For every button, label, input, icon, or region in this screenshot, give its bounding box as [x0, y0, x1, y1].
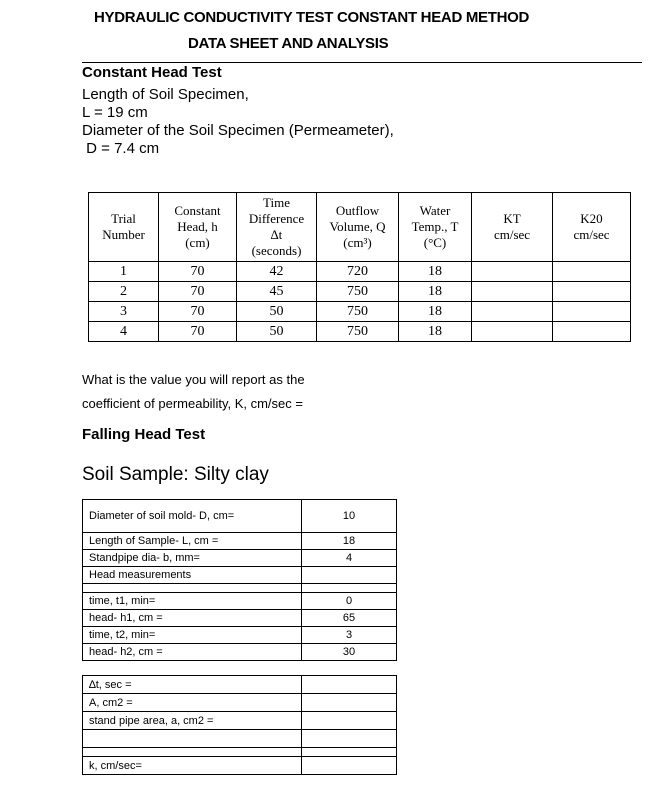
table-row — [83, 550, 397, 567]
table-row — [83, 757, 397, 775]
cell-kt[interactable] — [472, 262, 553, 282]
soil-sample-label: Soil Sample: Silty clay — [82, 464, 269, 485]
table-row — [83, 644, 397, 661]
head-measurements-label: Head measurements — [83, 567, 302, 584]
cell-head: 70 — [159, 302, 237, 322]
head-h1-value: 65 — [302, 610, 397, 627]
time-t2-label: time, t2, min= — [83, 627, 302, 644]
delta-t-value[interactable] — [302, 676, 397, 694]
blank-value[interactable] — [302, 730, 397, 748]
table-row — [83, 533, 397, 550]
header-kt: KT cm/sec — [472, 193, 553, 262]
head-measurements-value — [302, 567, 397, 584]
table-row — [83, 627, 397, 644]
table-row — [83, 712, 397, 730]
table-row — [83, 593, 397, 610]
table-row — [83, 694, 397, 712]
cell-volume: 750 — [317, 322, 399, 342]
table-row — [89, 302, 631, 322]
cell-trial: 3 — [89, 302, 159, 322]
table-row — [83, 500, 397, 533]
table-row — [89, 262, 631, 282]
cell-time: 50 — [237, 322, 317, 342]
cell-kt[interactable] — [472, 322, 553, 342]
delta-t-label: ∆t, sec = — [83, 676, 302, 694]
cell-volume: 750 — [317, 302, 399, 322]
cell-kt[interactable] — [472, 302, 553, 322]
standpipe-dia-label: Standpipe dia- b, mm= — [83, 550, 302, 567]
header-k20: K20 cm/sec — [553, 193, 631, 262]
mold-diameter-value: 10 — [302, 500, 397, 533]
question-line-2: coefficient of permeability, K, cm/sec = — [82, 396, 303, 411]
table-row — [83, 567, 397, 584]
header-outflow-volume: Outflow Volume, Q (cm³) — [317, 193, 399, 262]
falling-head-results-table — [82, 675, 397, 775]
cell-time: 50 — [237, 302, 317, 322]
k-label: k, cm/sec= — [83, 757, 302, 775]
falling-head-input-table — [82, 499, 397, 661]
cell-temp: 18 — [399, 262, 472, 282]
table-row — [83, 610, 397, 627]
area-a-value[interactable] — [302, 694, 397, 712]
table-row — [89, 322, 631, 342]
cell-temp: 18 — [399, 302, 472, 322]
standpipe-area-value[interactable] — [302, 712, 397, 730]
cell-trial: 2 — [89, 282, 159, 302]
cell-trial: 1 — [89, 262, 159, 282]
table-header-row — [89, 193, 631, 262]
specimen-length-label: Length of Soil Specimen, — [82, 86, 249, 103]
cell-k20[interactable] — [553, 282, 631, 302]
cell-head: 70 — [159, 262, 237, 282]
cell-trial: 4 — [89, 322, 159, 342]
table-row-spacer — [83, 748, 397, 757]
header-water-temp: Water Temp., T (°C) — [399, 193, 472, 262]
mold-diameter-label: Diameter of soil mold- D, cm= — [83, 500, 302, 533]
specimen-diameter-value: D = 7.4 cm — [82, 140, 160, 157]
header-trial-number: Trial Number — [89, 193, 159, 262]
table-row — [89, 282, 631, 302]
area-a-label: A, cm2 = — [83, 694, 302, 712]
head-h2-value: 30 — [302, 644, 397, 661]
table-row — [83, 730, 397, 748]
cell-k20[interactable] — [553, 262, 631, 282]
header-time-difference: Time Difference ∆t (seconds) — [237, 193, 317, 262]
constant-head-heading: Constant Head Test — [82, 64, 222, 81]
page-subtitle: DATA SHEET AND ANALYSIS — [188, 35, 389, 52]
head-h1-label: head- h1, cm = — [83, 610, 302, 627]
standpipe-area-label: stand pipe area, a, cm2 = — [83, 712, 302, 730]
cell-k20[interactable] — [553, 322, 631, 342]
time-t2-value: 3 — [302, 627, 397, 644]
cell-head: 70 — [159, 322, 237, 342]
sample-length-value: 18 — [302, 533, 397, 550]
standpipe-dia-value: 4 — [302, 550, 397, 567]
question-line-1: What is the value you will report as the — [82, 372, 305, 387]
falling-head-heading: Falling Head Test — [82, 426, 206, 443]
head-h2-label: head- h2, cm = — [83, 644, 302, 661]
cell-head: 70 — [159, 282, 237, 302]
cell-volume: 720 — [317, 262, 399, 282]
cell-volume: 750 — [317, 282, 399, 302]
time-t1-label: time, t1, min= — [83, 593, 302, 610]
constant-head-table — [88, 192, 631, 342]
page-title: HYDRAULIC CONDUCTIVITY TEST CONSTANT HEAD METHOD — [94, 9, 530, 26]
cell-temp: 18 — [399, 282, 472, 302]
time-t1-value: 0 — [302, 593, 397, 610]
cell-k20[interactable] — [553, 302, 631, 322]
header-constant-head: Constant Head, h (cm) — [159, 193, 237, 262]
sample-length-label: Length of Sample- L, cm = — [83, 533, 302, 550]
cell-kt[interactable] — [472, 282, 553, 302]
specimen-length-value: L = 19 cm — [82, 104, 148, 121]
cell-temp: 18 — [399, 322, 472, 342]
k-value[interactable] — [302, 757, 397, 775]
cell-time: 42 — [237, 262, 317, 282]
table-row-spacer — [83, 584, 397, 593]
table-row — [83, 676, 397, 694]
specimen-diameter-label: Diameter of the Soil Specimen (Permeameter), — [82, 122, 394, 139]
blank-label — [83, 730, 302, 748]
header-divider — [82, 62, 642, 63]
cell-time: 45 — [237, 282, 317, 302]
